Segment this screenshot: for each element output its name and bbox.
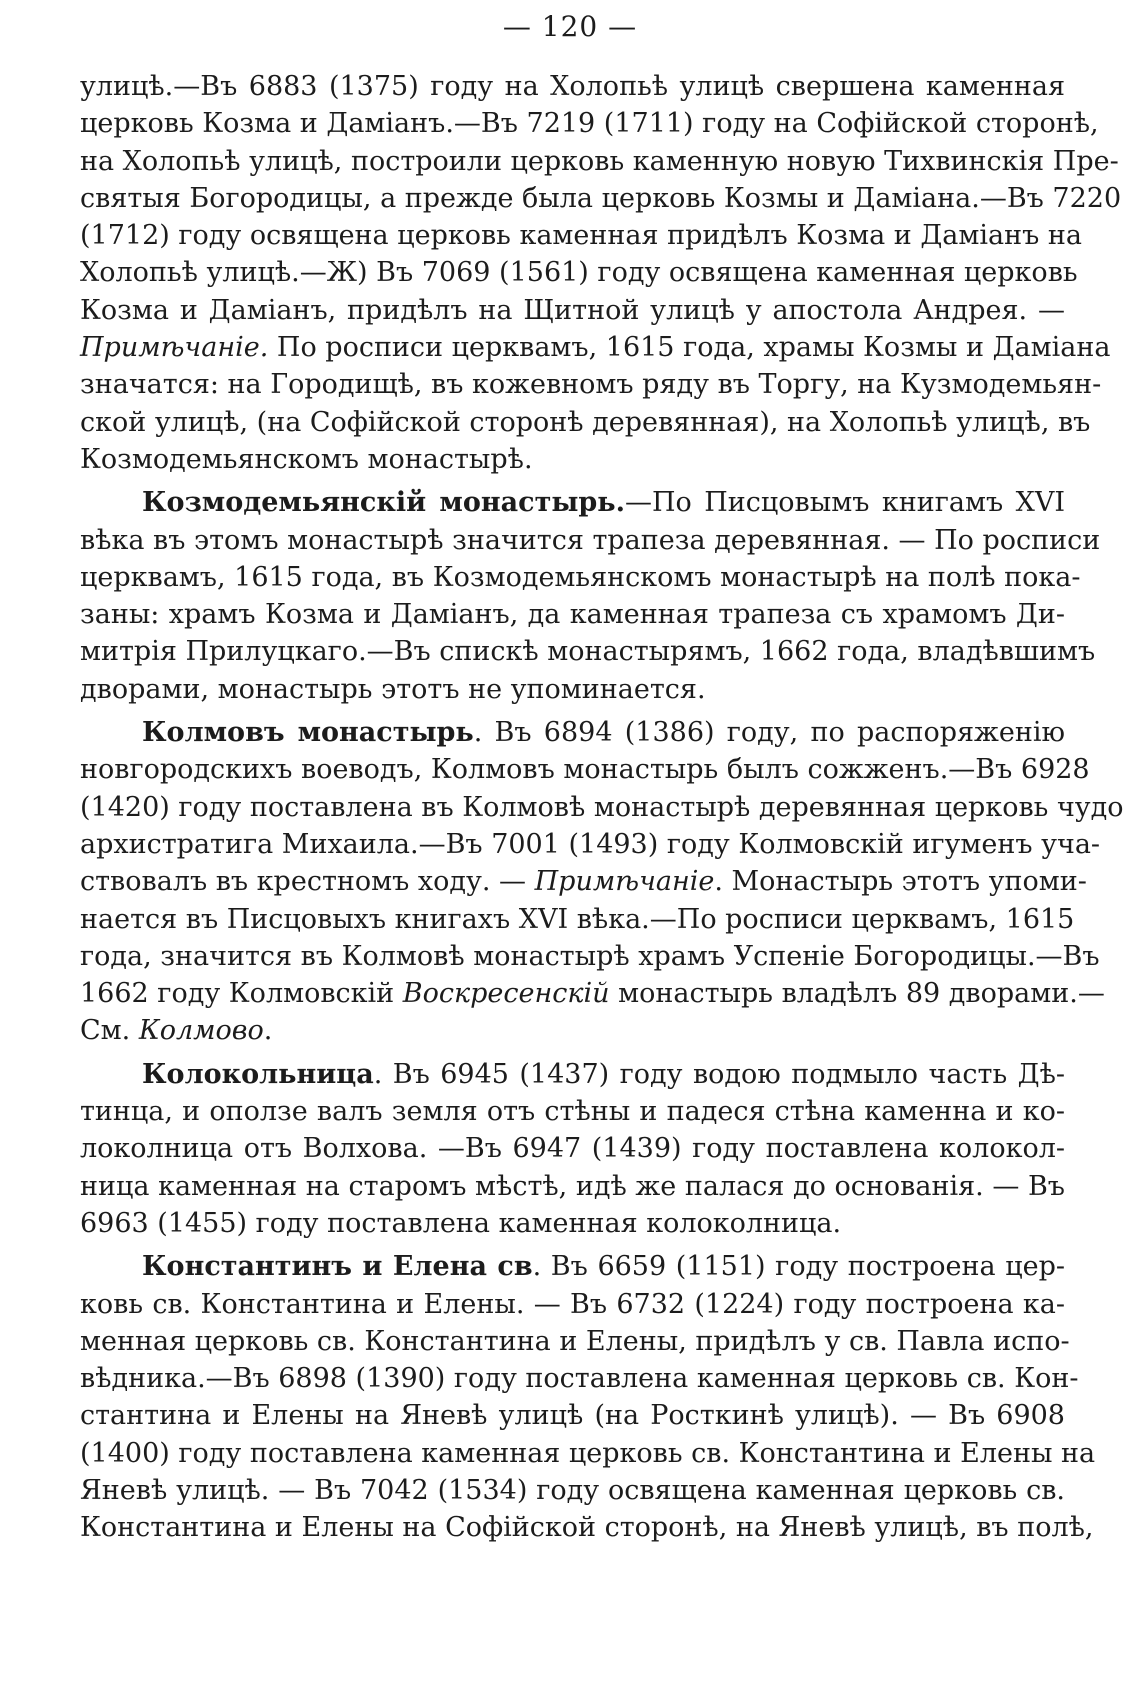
text-line (80, 180, 1122, 217)
text-line (80, 1360, 1079, 1397)
text-run: 6963 (1455) году поставлена каменная колоколница. (80, 1207, 842, 1239)
text-run: (1420) году поставлена въ Колмовѣ монастырѣ деревянная церковь чудо (80, 791, 1124, 823)
text-line (80, 1509, 1094, 1546)
entry-headword: Колмовъ монастырь (142, 717, 474, 749)
text-run: локолница отъ Волхова. —Въ 6947 (1439) году поставлена колокол- (80, 1133, 1065, 1165)
text-line (80, 68, 1065, 105)
text-run: . Въ 6894 (1386) году, по распоряженію (473, 717, 1065, 749)
text-line (80, 1323, 1070, 1360)
text-run: стантина и Елены на Яневѣ улицѣ (на Росткинѣ улицѣ). — Въ 6908 (80, 1400, 1065, 1432)
text-run: дворами, монастырь этотъ не упоминается. (80, 673, 706, 705)
text-run: Козма и Даміанъ, придѣлъ на Щитной улицѣ у апостола Андрея. — (80, 294, 1065, 326)
text-run: новгородскихъ воеводъ, Колмовъ монастырь былъ сожженъ.—Въ 6928 (80, 754, 1090, 786)
text-line (80, 633, 1096, 670)
text-run: Яневѣ улицѣ. — Въ 7042 (1534) году освящена каменная церковь св. (80, 1474, 1065, 1506)
text-line (80, 938, 1100, 975)
text-line (80, 1093, 1065, 1130)
text-line (80, 366, 1102, 403)
text-run: . (263, 1015, 273, 1047)
text-run: По росписи церквамъ, 1615 года, храмы Козмы и Даміана (268, 332, 1111, 364)
italic-text: Воскресенскій (402, 978, 610, 1010)
text-line (80, 217, 1082, 254)
text-run: (1400) году поставлена каменная церковь св. Константина и Елены на (80, 1437, 1096, 1469)
text-line (80, 441, 1065, 478)
page-number: — 120 — (502, 10, 638, 43)
text-line (80, 1168, 1065, 1205)
text-line (80, 1205, 1065, 1242)
paragraph (80, 1056, 1065, 1242)
text-run: нается въ Писцовыхъ книгахъ XVI вѣка.—По росписи церквамъ, 1615 (80, 903, 1075, 935)
text-line (80, 1435, 1096, 1472)
text-run: заны: храмъ Козма и Даміанъ, да каменная трапеза съ храмомъ Ди- (80, 599, 1065, 631)
text-line (80, 484, 1065, 521)
text-line (80, 826, 1101, 863)
text-run: ковь св. Константина и Елены. — Въ 6732 (1224) году построена ка- (80, 1288, 1065, 1320)
text-line (80, 105, 1099, 142)
text-line (80, 1286, 1065, 1323)
text-run: 1662 году Колмовскій (80, 978, 403, 1010)
text-run: вѣка въ этомъ монастырѣ значится трапеза деревянная. — По росписи (80, 524, 1101, 556)
text-line (80, 1056, 1065, 1093)
text-line (80, 975, 1105, 1012)
text-run: ница каменная на старомъ мѣстѣ, идѣ же палася до основанія. — Въ (80, 1170, 1065, 1202)
text-run: ской улицѣ, (на Софійской сторонѣ деревянная), на Холопьѣ улицѣ, въ (80, 406, 1091, 438)
text-run: церковь Козма и Даміанъ.—Въ 7219 (1711) году на Софійской сторонѣ, (80, 108, 1099, 140)
text-run: . Въ 6945 (1437) году водою подмыло часть Дѣ- (373, 1058, 1065, 1090)
text-line (80, 1472, 1065, 1509)
text-run: (1712) году освящена церковь каменная придѣлъ Козма и Даміанъ на (80, 220, 1082, 252)
text-run: церквамъ, 1615 года, въ Козмодемьянскомъ монастырѣ на полѣ пока- (80, 561, 1081, 593)
italic-text: Примѣчаніе (534, 866, 715, 898)
paragraph (80, 714, 1124, 1050)
text-line (80, 1248, 1065, 1285)
text-run: Константина и Елены на Софійской сторонѣ, на Яневѣ улицѣ, въ полѣ, (80, 1512, 1094, 1544)
text-run: на Холопьѣ улицѣ, построили церковь каменную новую Тихвинскія Пре- (80, 145, 1119, 177)
text-run: улицѣ.—Въ 6883 (1375) году на Холопьѣ улицѣ свершена каменная (80, 71, 1065, 102)
text-line (80, 1012, 1065, 1049)
italic-text: Колмово (138, 1015, 264, 1047)
text-line (80, 714, 1065, 751)
text-run: Козмодемьянскомъ монастырѣ. (80, 443, 533, 475)
text-run: Холопьѣ улицѣ.—Ж) Въ 7069 (1561) году освящена каменная церковь (80, 257, 1078, 289)
text-line (80, 522, 1101, 559)
page-body (80, 68, 1124, 1547)
text-line (80, 404, 1091, 441)
text-run: . Монастырь этотъ упоми- (714, 866, 1087, 898)
paragraph (80, 1248, 1096, 1546)
text-run: менная церковь св. Константина и Елены, придѣлъ у св. Павла испо- (80, 1325, 1070, 1357)
text-line (80, 1130, 1065, 1167)
text-line (80, 559, 1081, 596)
text-line (80, 789, 1124, 826)
text-line (80, 901, 1075, 938)
text-run: ствовалъ въ крестномъ ходу. — (80, 866, 535, 898)
text-run: святыя Богородицы, а прежде была церковь Козмы и Даміана.—Въ 7220 (80, 182, 1122, 214)
text-run: вѣдника.—Въ 6898 (1390) году поставлена каменная церковь св. Кон- (80, 1363, 1079, 1395)
entry-headword: Козмодемьянскій монастырь. (142, 487, 625, 519)
text-line (80, 863, 1087, 900)
italic-text: Примѣчаніе. (80, 332, 269, 364)
paragraph (80, 484, 1101, 708)
text-line (80, 292, 1065, 329)
text-line (80, 1397, 1065, 1434)
text-line (80, 143, 1119, 180)
entry-headword: Колокольница (142, 1058, 374, 1090)
text-run: . Въ 6659 (1151) году построена цер- (532, 1251, 1066, 1283)
text-run: года, значится въ Колмовѣ монастырѣ храмъ Успеніе Богородицы.—Въ (80, 940, 1100, 972)
text-line (80, 596, 1065, 633)
text-run: архистратига Михаила.—Въ 7001 (1493) году Колмовскій игуменъ уча- (80, 828, 1101, 860)
text-run: —По Писцовымъ книгамъ XVI (624, 487, 1065, 519)
text-run: См. (80, 1015, 139, 1047)
text-run: тинца, и оползе валъ земля отъ стѣны и падеся стѣна каменна и ко- (80, 1096, 1065, 1128)
text-run: монастырь владѣлъ 89 дворами.— (609, 978, 1105, 1010)
paragraph (80, 68, 1122, 478)
entry-headword: Константинъ и Елена св (142, 1251, 533, 1283)
text-line (80, 254, 1078, 291)
text-run: значатся: на Городищѣ, въ кожевномъ ряду въ Торгу, на Кузмодемьян- (80, 369, 1102, 401)
text-line (80, 751, 1090, 788)
text-run: митрія Прилуцкаго.—Въ спискѣ монастырямъ, 1662 года, владѣвшимъ (80, 636, 1096, 668)
text-line (80, 329, 1111, 366)
text-line (80, 671, 1065, 708)
